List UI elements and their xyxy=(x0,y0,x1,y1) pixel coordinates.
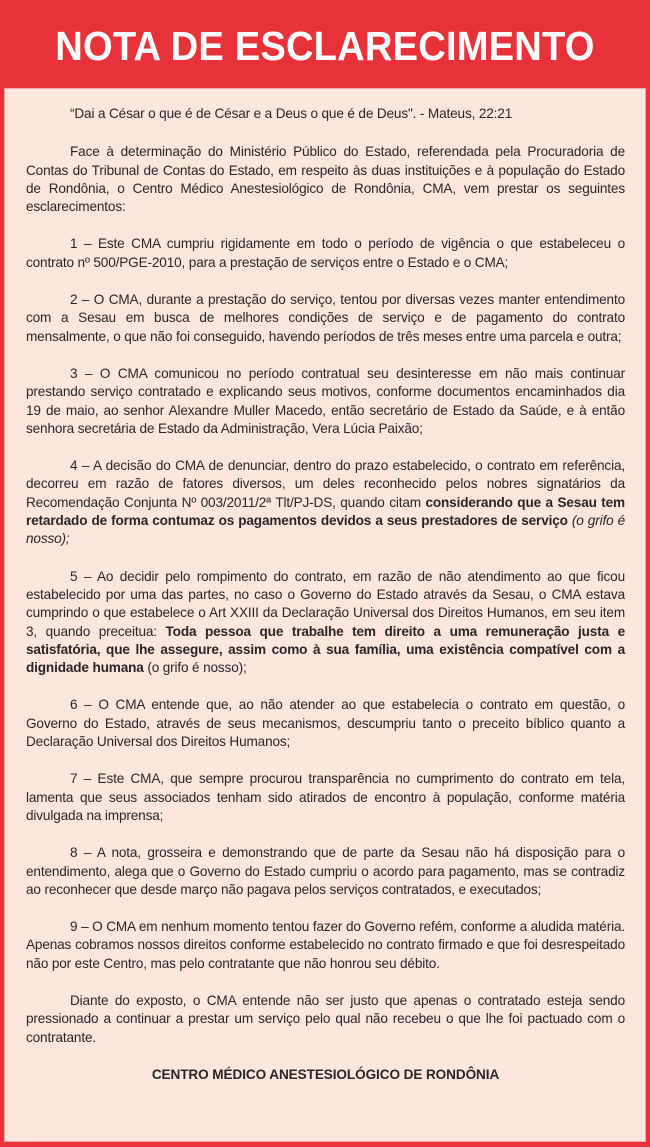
notice-title: NOTA DE ESCLARECIMENTO xyxy=(55,22,595,69)
item-5-emphasis-note: (o grifo é nosso); xyxy=(143,660,247,676)
item-8: 8 – A nota, grosseira e demonstrando que de parte da Sesau não há disposição para o entendimento, alega que o Governo do Estado cumpriu o acordo para pagamento, mas se contradiz ao reconhecer que desde março não pagava pelos serviços contratados, e executados; xyxy=(26,845,625,897)
notice-body xyxy=(4,88,646,1142)
signature: CENTRO MÉDICO ANESTESIOLÓGICO DE RONDÔNIA xyxy=(151,1066,500,1082)
intro-paragraph: Face à determinação do Ministério Público do Estado, referendada pela Procuradoria de Contas do Tribunal de Contas do Estado, em respeito às duas instituições e à população do Estado de Rondônia, o Centro Médico Anestesiológico de Rondônia, CMA, vem prestar os seguintes esclarecimentos: xyxy=(26,144,625,215)
item-6: 6 – O CMA entende que, ao não atender ao que estabelecia o contrato em questão, o Governo do Estado, através de seus mecanismos, descumpriu tanto o preceito bíblico quanto a Declaração Universal dos Direitos Humanos; xyxy=(26,697,625,750)
item-5-text: 5 – Ao decidir pelo rompimento do contrato, em razão de não atendimento ao que ficou estabelecido por uma das partes, no caso o Governo do Estado através da Sesau, o CMA estava cumprindo o que estabelece o Art XXIII da Declaração Universal dos Direitos Humanos, em seu item 3, quando preceitua: xyxy=(26,568,625,639)
epigraph: “Dai a César o que é de César e a Deus o que é de Deus". - Mateus, 22:21 xyxy=(70,106,513,121)
item-2: 2 – O CMA, durante a prestação do serviço, tentou por diversas vezes manter entendimento com a Sesau em busca de melhores condições de serviço e de pagamento do contrato mensalmente, o que não foi conseguido, havendo períodos de três meses entre uma parcela e outra; xyxy=(26,292,625,344)
item-5 xyxy=(26,568,625,678)
item-4-bold-quote: considerando que a Sesau tem retardado de forma contumaz os pagamentos devidos a seus prestadores de serviço xyxy=(26,494,625,529)
conclusion-paragraph: Diante do exposto, o CMA entende não ser justo que apenas o contratado esteja sendo pressionado a continuar a prestar um serviço pelo qual não recebeu o que lhe foi pactuado com o contratante. xyxy=(26,992,625,1045)
item-5-bold-quote: Toda pessoa que trabalhe tem direito a uma remuneração justa e satisfatória, que lhe assegure, assim como à sua família, uma existência compatível com a dignidade humana xyxy=(26,623,626,676)
item-7: 7 – Este CMA, que sempre procurou transparência no cumprimento do contrato em tela, lamenta que seus associados tenham sido atirados de encontro à população, conforme matéria divulgada na imprensa; xyxy=(26,771,625,823)
item-4-text: 4 – A decisão do CMA de denunciar, dentro do prazo estabelecido, o contrato em referência, decorreu em razão de fatores diversos, um deles reconhecido pelos nobres signatários da Recomendação Conjunta Nº 003/2011/2ª Tlt/PJ-DS, quando citam xyxy=(26,458,625,510)
item-4 xyxy=(26,457,625,548)
notice-header xyxy=(0,0,650,88)
item-1: 1 – Este CMA cumpriu rigidamente em todo o período de vigência o que estabeleceu o contrato nº 500/PGE-2010, para a prestação de serviços entre o Estado e o CMA; xyxy=(26,236,625,270)
item-9: 9 – O CMA em nenhum momento tentou fazer do Governo refém, conforme a aludida matéria. Apenas cobramos nossos direitos conforme estabelecido no contrato firmado e que foi desrespeitado não por este Centro, mas pelo contratante que não honrou seu débito. xyxy=(26,919,625,971)
item-3: 3 – O CMA comunicou no período contratual seu desinteresse em não mais continuar prestando serviço contratado e explicando seus motivos, conforme documentos encaminhados dia 19 de maio, ao senhor Alexandre Muller Macedo, então secretário de Estado da Saúde, e à então senhora secretária de Estado da Administração, Vera Lúcia Paixão; xyxy=(26,365,625,436)
item-4-emphasis-note: (o grifo é nosso); xyxy=(26,513,626,547)
